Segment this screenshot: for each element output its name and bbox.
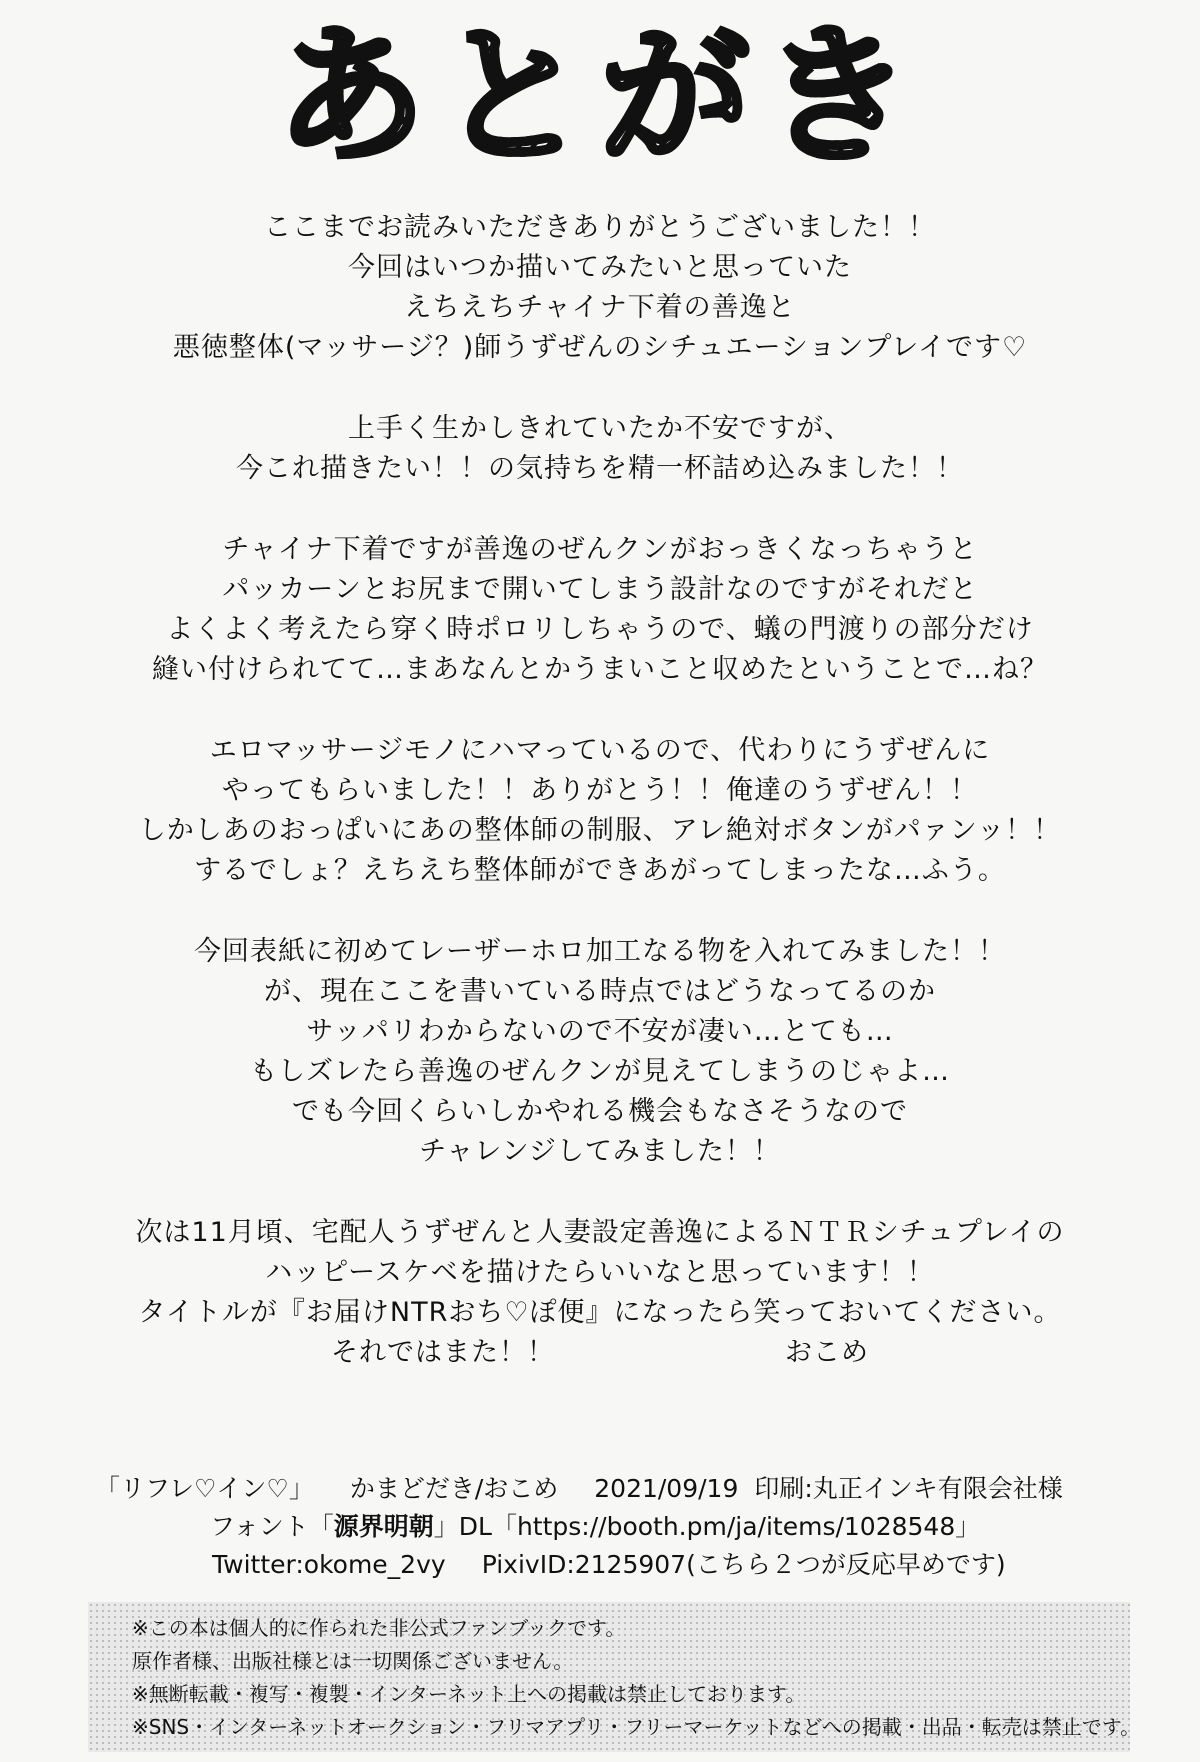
colophon <box>95 1470 1105 1584</box>
text-line: 今これ描きたい！！の気持ちを精一杯詰め込みました！！ <box>236 453 964 484</box>
font-name: 源界明朝 <box>333 1512 434 1541</box>
text-line: やってもらいました！！ありがとう！！俺達のうずぜん！！ <box>222 775 978 806</box>
text-line: ここまでお読みいただきありがとうございました！！ <box>264 212 936 243</box>
font-prefix: フォント「 <box>210 1512 334 1541</box>
paragraph <box>40 530 1160 690</box>
text-line: チャレンジしてみました！！ <box>419 1136 781 1167</box>
disclaimer-line: ※SNS・インターネットオークション・フリマアプリ・フリーマーケットなどへの掲載・出品・転売は禁止です。 <box>132 1715 1141 1739</box>
text-line: よくよく考えたら穿く時ポロリしちゃうので、蟻の門渡りの部分だけ <box>166 614 1034 645</box>
closing-line <box>40 1333 1160 1373</box>
text-line: しかしあのおっぱいにあの整体師の制服、アレ絶対ボタンがパァンッ！！ <box>138 815 1062 846</box>
twitter-handle: Twitter:okome_2vy <box>212 1550 446 1579</box>
paragraph <box>40 1213 1160 1373</box>
paragraph <box>40 731 1160 891</box>
text-line: パッカーンとお尻まで開いてしまう設計なのですがそれだと <box>222 574 978 605</box>
paragraph <box>40 932 1160 1172</box>
printer-credit: 印刷:丸正インキ有限会社様 <box>754 1474 1063 1503</box>
colophon-row <box>95 1470 1105 1508</box>
text-line: チャイナ下着ですが善逸のぜんクンがおっきくなっちゃうと <box>222 534 978 565</box>
text-line: 悪徳整体(マッサージ？)師うずぜんのシチュエーションプレイです♡ <box>172 332 1028 363</box>
disclaimer-box <box>88 1602 1141 1752</box>
text-line: サッパリわからないので不安が凄い…とても… <box>306 1016 894 1047</box>
disclaimer-line: ※この本は個人的に作られた非公式ファンブックです。 <box>132 1616 626 1640</box>
afterword-body <box>40 208 1160 1373</box>
text-line: えちえちチャイナ下着の善逸と <box>404 292 796 323</box>
circle-name: かまどだき/おこめ <box>349 1474 559 1503</box>
text-line: するでしょ？えちえち整体師ができあがってしまったな…ふう。 <box>194 855 1006 886</box>
text-line: 今回表紙に初めてレーザーホロ加工なる物を入れてみました！！ <box>194 936 1006 967</box>
book-title: 「リフレ♡イン♡」 <box>95 1474 314 1503</box>
text-line: ハッピースケベを描けたらいいなと思っています！！ <box>265 1257 935 1288</box>
disclaimer-text <box>132 1612 1141 1744</box>
pixiv-id: PixivID:2125907(こちら２つが反応早めです) <box>481 1550 1006 1579</box>
font-download: 」DL「https://booth.pm/ja/items/1028548」 <box>433 1512 981 1541</box>
paragraph <box>40 208 1160 368</box>
afterword-title: あとがき <box>0 12 1200 182</box>
disclaimer-line: ※無断転載・複写・複製・インターネット上への掲載は禁止しております。 <box>132 1682 806 1706</box>
text-line: 上手く生かしきれていたか不安ですが、 <box>348 413 852 444</box>
colophon-row <box>95 1546 1105 1584</box>
text-line: タイトルが『お届けNTRおち♡ぽ便』になったら笑っておいてください。 <box>138 1297 1062 1328</box>
text-line: が、現在ここを書いている時点ではどうなってるのか <box>264 976 936 1007</box>
paragraph <box>40 409 1160 489</box>
text-line: 縫い付けられてて…まあなんとかうまいこと収めたということで…ね？ <box>152 654 1048 685</box>
disclaimer-line: 原作者様、出版社様とは一切関係ございません。 <box>132 1649 574 1673</box>
text-line: もしズレたら善逸のぜんクンが見えてしまうのじゃよ… <box>250 1056 950 1087</box>
text-line: 今回はいつか描いてみたいと思っていた <box>348 252 852 283</box>
text-line: でも今回くらいしかやれる機会もなさそうなので <box>292 1096 908 1127</box>
text-line: 次は11月頃、宅配人うずぜんと人妻設定善逸によるＮＴＲシチュプレイの <box>135 1217 1065 1248</box>
publish-date: 2021/09/19 <box>594 1474 739 1503</box>
author-signature: おこめ <box>785 1337 869 1368</box>
text-line: エロマッサージモノにハマっているので、代わりにうずぜんに <box>209 735 991 766</box>
closing-text: それではまた！！ <box>331 1337 555 1368</box>
colophon-row <box>95 1508 1105 1546</box>
